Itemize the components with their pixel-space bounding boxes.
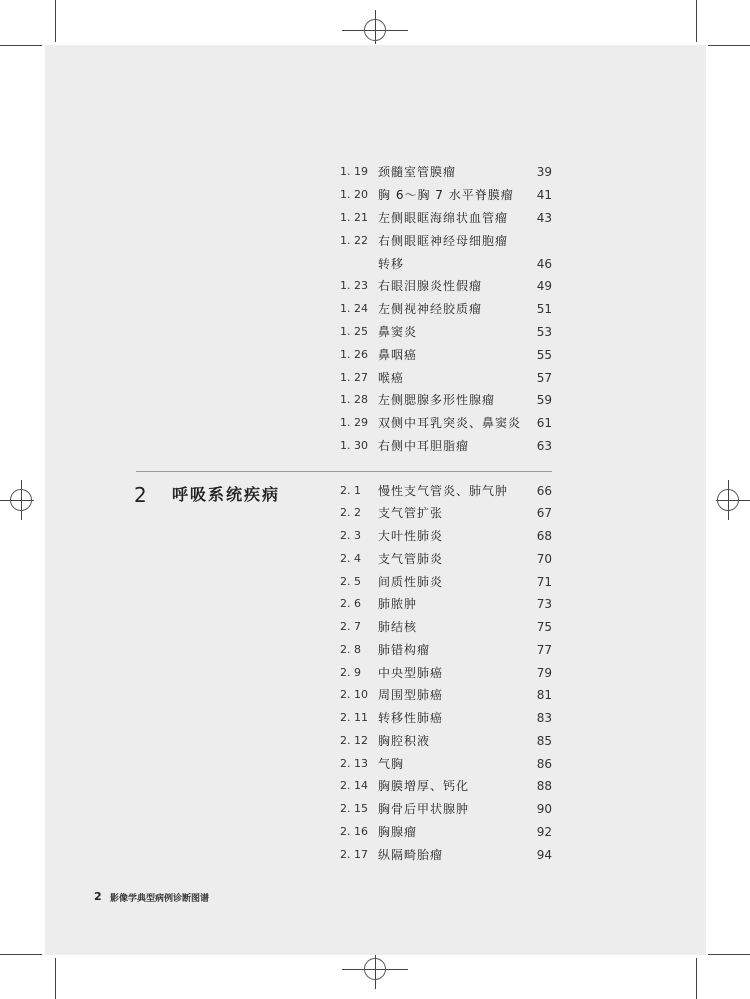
entry-title: 肺结核 <box>378 620 418 634</box>
entry-title: 大叶性肺炎 <box>378 529 444 543</box>
toc-entry[interactable] <box>340 369 552 387</box>
footer-page-number: 2 <box>94 890 102 903</box>
entry-title: 慢性支气管炎、肺气肿 <box>378 484 509 498</box>
entry-title: 纵隔畸胎瘤 <box>378 848 444 862</box>
entry-title: 双侧中耳乳突炎、鼻窦炎 <box>378 416 522 430</box>
entry-number: 2. 4 <box>340 552 361 565</box>
toc-entry[interactable] <box>340 664 552 682</box>
entry-page: 79 <box>536 666 552 680</box>
entry-page: 71 <box>536 575 552 589</box>
entry-title: 胸骨后甲状腺肿 <box>378 802 470 816</box>
entry-number: 1. 29 <box>340 416 368 429</box>
entry-page: 66 <box>536 484 552 498</box>
entry-title: 鼻咽癌 <box>378 348 418 362</box>
entry-title: 肺脓肿 <box>378 597 418 611</box>
toc-entry[interactable] <box>340 482 552 500</box>
entry-page: 46 <box>536 257 552 271</box>
entry-title: 间质性肺炎 <box>378 575 444 589</box>
entry-page: 43 <box>536 211 552 225</box>
entry-title: 胸腔积液 <box>378 734 431 748</box>
entry-number: 2. 15 <box>340 802 368 815</box>
entry-title: 转移性肺癌 <box>378 711 444 725</box>
toc-entry[interactable] <box>340 846 552 864</box>
toc-entry[interactable] <box>340 686 552 704</box>
entry-page: 81 <box>536 688 552 702</box>
entry-page: 86 <box>536 757 552 771</box>
entry-title: 气胸 <box>378 757 405 771</box>
entry-title: 支气管肺炎 <box>378 552 444 566</box>
toc-entry[interactable] <box>340 800 552 818</box>
entry-page: 59 <box>536 393 552 407</box>
entry-title: 肺错构瘤 <box>378 643 431 657</box>
entry-number: 2. 9 <box>340 666 361 679</box>
entry-page: 94 <box>536 848 552 862</box>
entry-number: 2. 7 <box>340 620 361 633</box>
toc-entry[interactable] <box>340 391 552 409</box>
toc-entry[interactable] <box>340 527 552 545</box>
entry-number: 1. 27 <box>340 371 368 384</box>
entry-page: 75 <box>536 620 552 634</box>
toc-entry[interactable] <box>340 777 552 795</box>
entry-number: 2. 12 <box>340 734 368 747</box>
entry-number: 1. 20 <box>340 188 368 201</box>
entry-number: 1. 19 <box>340 165 368 178</box>
entry-title: 周围型肺癌 <box>378 688 444 702</box>
entry-page: 61 <box>536 416 552 430</box>
entry-title: 喉癌 <box>378 371 405 385</box>
entry-page: 92 <box>536 825 552 839</box>
toc-entry[interactable] <box>340 618 552 636</box>
entry-page: 83 <box>536 711 552 725</box>
entry-number: 2. 5 <box>340 575 361 588</box>
entry-page: 53 <box>536 325 552 339</box>
entry-title: 右侧中耳胆脂瘤 <box>378 439 470 453</box>
toc-entry[interactable] <box>340 346 552 364</box>
toc-entry[interactable] <box>340 755 552 773</box>
entry-title: 转移 <box>378 257 405 271</box>
entry-title: 支气管扩张 <box>378 506 444 520</box>
toc-entry[interactable] <box>340 550 552 568</box>
entry-number: 2. 10 <box>340 688 368 701</box>
entry-number: 2. 8 <box>340 643 361 656</box>
entry-number: 2. 17 <box>340 848 368 861</box>
toc-entry[interactable] <box>340 709 552 727</box>
entry-title: 左侧视神经胶质瘤 <box>378 302 483 316</box>
toc-entry[interactable] <box>340 437 552 455</box>
entry-title: 胸 6～胸 7 水平脊膜瘤 <box>378 188 514 202</box>
entry-number: 1. 24 <box>340 302 368 315</box>
entry-page: 70 <box>536 552 552 566</box>
entry-title: 胸膜增厚、钙化 <box>378 779 470 793</box>
entry-title: 颈髓室管膜瘤 <box>378 165 457 179</box>
entry-number: 2. 3 <box>340 529 361 542</box>
entry-number: 1. 21 <box>340 211 368 224</box>
entry-page: 57 <box>536 371 552 385</box>
toc-entry[interactable] <box>340 277 552 295</box>
toc-entry[interactable] <box>340 323 552 341</box>
entry-page: 49 <box>536 279 552 293</box>
entry-title: 右侧眼眶神经母细胞瘤 <box>378 234 509 248</box>
toc-entry[interactable] <box>340 232 552 250</box>
entry-page: 67 <box>536 506 552 520</box>
entry-number: 2. 2 <box>340 506 361 519</box>
chapter-number: 2 <box>134 483 147 507</box>
toc-entry[interactable] <box>340 823 552 841</box>
entry-number: 2. 16 <box>340 825 368 838</box>
entry-number: 1. 26 <box>340 348 368 361</box>
entry-number: 1. 28 <box>340 393 368 406</box>
chapter-title[interactable]: 呼吸系统疾病 <box>172 485 281 504</box>
entry-number: 2. 11 <box>340 711 368 724</box>
entry-page: 63 <box>536 439 552 453</box>
entry-title: 中央型肺癌 <box>378 666 444 680</box>
entry-page: 85 <box>536 734 552 748</box>
entry-page: 39 <box>536 165 552 179</box>
entry-title: 胸腺瘤 <box>378 825 418 839</box>
entry-title: 左侧眼眶海绵状血管瘤 <box>378 211 509 225</box>
toc-entry[interactable] <box>340 186 552 204</box>
footer-book-title: 影像学典型病例诊断图谱 <box>110 894 210 904</box>
entry-title: 右眼泪腺炎性假瘤 <box>378 279 483 293</box>
entry-number: 1. 25 <box>340 325 368 338</box>
entry-number: 2. 14 <box>340 779 368 792</box>
toc-entry[interactable] <box>340 573 552 591</box>
chapter-divider <box>136 471 552 472</box>
toc-entry[interactable] <box>340 732 552 750</box>
toc-entry[interactable] <box>340 641 552 659</box>
toc-entry[interactable] <box>340 300 552 318</box>
entry-number: 1. 23 <box>340 279 368 292</box>
entry-page: 77 <box>536 643 552 657</box>
entry-number: 2. 6 <box>340 597 361 610</box>
entry-page: 73 <box>536 597 552 611</box>
entry-page: 90 <box>536 802 552 816</box>
toc-entry-continuation[interactable] <box>340 255 552 273</box>
entry-number: 2. 13 <box>340 757 368 770</box>
toc-entry[interactable] <box>340 414 552 432</box>
toc-entry[interactable] <box>340 504 552 522</box>
toc-entry[interactable] <box>340 163 552 181</box>
entry-number: 2. 1 <box>340 484 361 497</box>
entry-page: 41 <box>536 188 552 202</box>
entry-page: 68 <box>536 529 552 543</box>
entry-number: 1. 30 <box>340 439 368 452</box>
entry-page: 88 <box>536 779 552 793</box>
entry-page: 55 <box>536 348 552 362</box>
toc-entry[interactable] <box>340 595 552 613</box>
entry-title: 鼻窦炎 <box>378 325 418 339</box>
toc-entry[interactable] <box>340 209 552 227</box>
entry-title: 左侧腮腺多形性腺瘤 <box>378 393 496 407</box>
entry-number: 1. 22 <box>340 234 368 247</box>
entry-page: 51 <box>536 302 552 316</box>
